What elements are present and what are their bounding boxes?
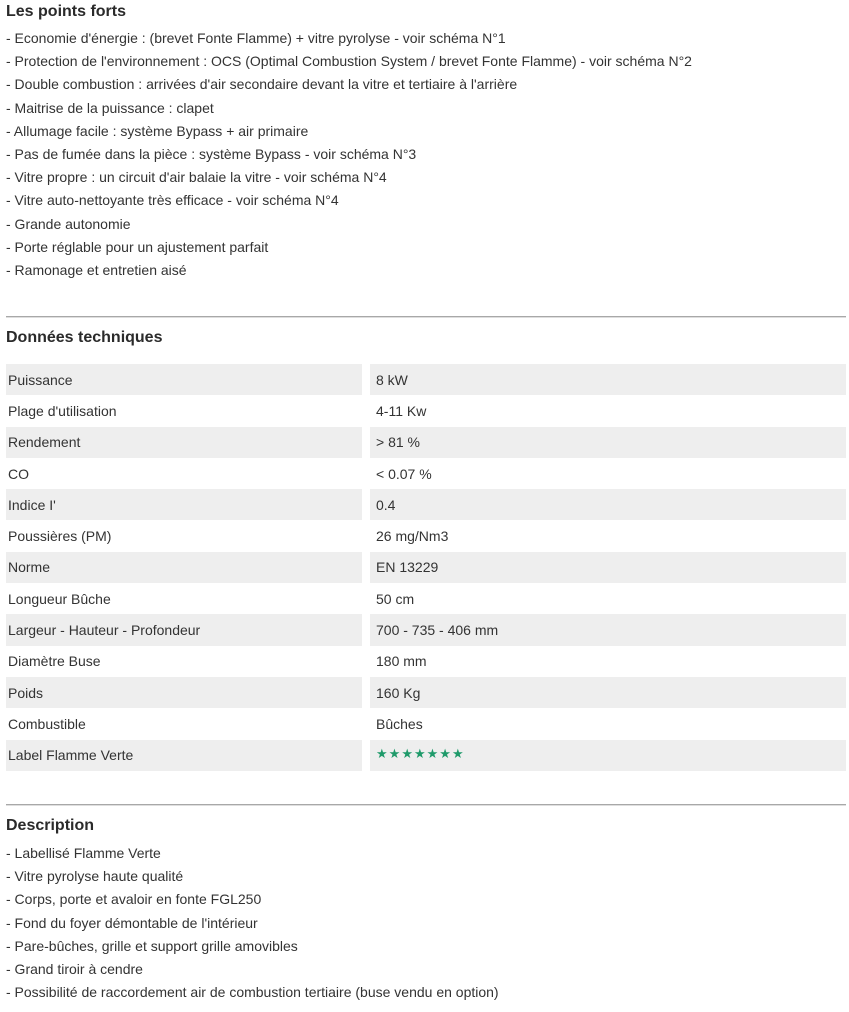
list-item: - Maitrise de la puissance : clapet xyxy=(6,99,214,116)
list-item: - Possibilité de raccordement air de combustion tertiaire (buse vendu en option) xyxy=(6,984,499,1001)
list-item: - Vitre propre : un circuit d'air balaie la vitre - voir schéma N°4 xyxy=(6,169,387,186)
table-row xyxy=(6,489,846,520)
list-item: - Labellisé Flamme Verte xyxy=(6,845,161,861)
spec-table xyxy=(6,364,846,771)
spec-label: Combustible xyxy=(6,708,362,739)
table-row xyxy=(6,614,846,645)
list-item: - Vitre auto-nettoyante très efficace - voir schéma N°4 xyxy=(6,192,339,209)
table-row xyxy=(6,552,846,583)
table-row xyxy=(6,677,846,708)
list-item: - Economie d'énergie : (brevet Fonte Flamme) + vitre pyrolyse - voir schéma N°1 xyxy=(6,30,506,46)
star-icon: ★ xyxy=(376,747,389,763)
list-item: - Corps, porte et avaloir en fonte FGL250 xyxy=(6,891,262,908)
description-list xyxy=(6,842,499,1004)
list-item: - Grande autonomie xyxy=(6,215,131,232)
spec-label: Label Flamme Verte xyxy=(6,740,362,771)
spec-label: CO xyxy=(6,458,362,489)
spec-value: 26 mg/Nm3 xyxy=(370,520,846,551)
star-icon: ★ xyxy=(413,747,427,763)
section-divider xyxy=(6,316,846,317)
spec-label: Largeur - Hauteur - Profondeur xyxy=(6,614,362,645)
list-item: - Ramonage et entretien aisé xyxy=(6,262,187,279)
table-row xyxy=(6,520,846,551)
list-item: - Double combustion : arrivées d'air secondaire devant la vitre et tertiaire à l'arrière xyxy=(6,76,518,93)
star-icon: ★ xyxy=(426,747,440,763)
spec-value: > 81 % xyxy=(370,427,846,458)
star-icon: ★ xyxy=(451,747,465,763)
list-item: - Allumage facile : système Bypass + air primaire xyxy=(6,122,309,139)
list-item: - Pare-bûches, grille et support grille amovibles xyxy=(6,937,298,954)
spec-value: EN 13229 xyxy=(370,552,846,583)
spec-value: 0.4 xyxy=(370,489,846,520)
star-rating xyxy=(376,748,465,761)
spec-label: Poids xyxy=(6,677,362,708)
section-divider xyxy=(6,804,846,805)
spec-label: Rendement xyxy=(6,427,362,458)
spec-value: 160 Kg xyxy=(370,677,846,708)
list-item: - Fond du foyer démontable de l'intérieur xyxy=(6,914,258,931)
donnees-techniques-title: Données techniques xyxy=(6,329,163,346)
table-row xyxy=(6,395,846,426)
spec-label: Norme xyxy=(6,552,362,583)
description-title: Description xyxy=(6,817,95,834)
list-item: - Pas de fumée dans la pièce : système Bypass - voir schéma N°3 xyxy=(6,146,417,163)
spec-value: 4-11 Kw xyxy=(370,395,846,426)
star-icon: ★ xyxy=(401,747,414,763)
spec-value: 700 - 735 - 406 mm xyxy=(370,614,846,645)
spec-value: 8 kW xyxy=(370,364,846,395)
points-forts-list xyxy=(6,27,692,282)
spec-label: Plage d'utilisation xyxy=(6,395,362,426)
spec-label: Diamètre Buse xyxy=(6,646,362,677)
list-item: - Grand tiroir à cendre xyxy=(6,961,143,978)
spec-value xyxy=(370,740,846,771)
table-row xyxy=(6,458,846,489)
spec-value: < 0.07 % xyxy=(370,458,846,489)
spec-label: Longueur Bûche xyxy=(6,583,362,614)
spec-label: Indice I' xyxy=(6,489,362,520)
list-item: - Porte réglable pour un ajustement parfait xyxy=(6,238,269,255)
star-icon: ★ xyxy=(439,747,452,763)
list-item: - Vitre pyrolyse haute qualité xyxy=(6,868,184,885)
spec-label: Puissance xyxy=(6,364,362,395)
table-row xyxy=(6,364,846,395)
table-row xyxy=(6,427,846,458)
spec-value: 50 cm xyxy=(370,583,846,614)
spec-label: Poussières (PM) xyxy=(6,520,362,551)
spec-value: 180 mm xyxy=(370,646,846,677)
spec-value: Bûches xyxy=(370,708,846,739)
table-row xyxy=(6,646,846,677)
table-row xyxy=(6,708,846,739)
star-icon: ★ xyxy=(388,747,402,763)
list-item: - Protection de l'environnement : OCS (Optimal Combustion System / brevet Fonte Flamme) - voir schéma N°2 xyxy=(6,53,692,70)
table-row xyxy=(6,740,846,771)
table-row xyxy=(6,583,846,614)
points-forts-title: Les points forts xyxy=(6,3,127,20)
